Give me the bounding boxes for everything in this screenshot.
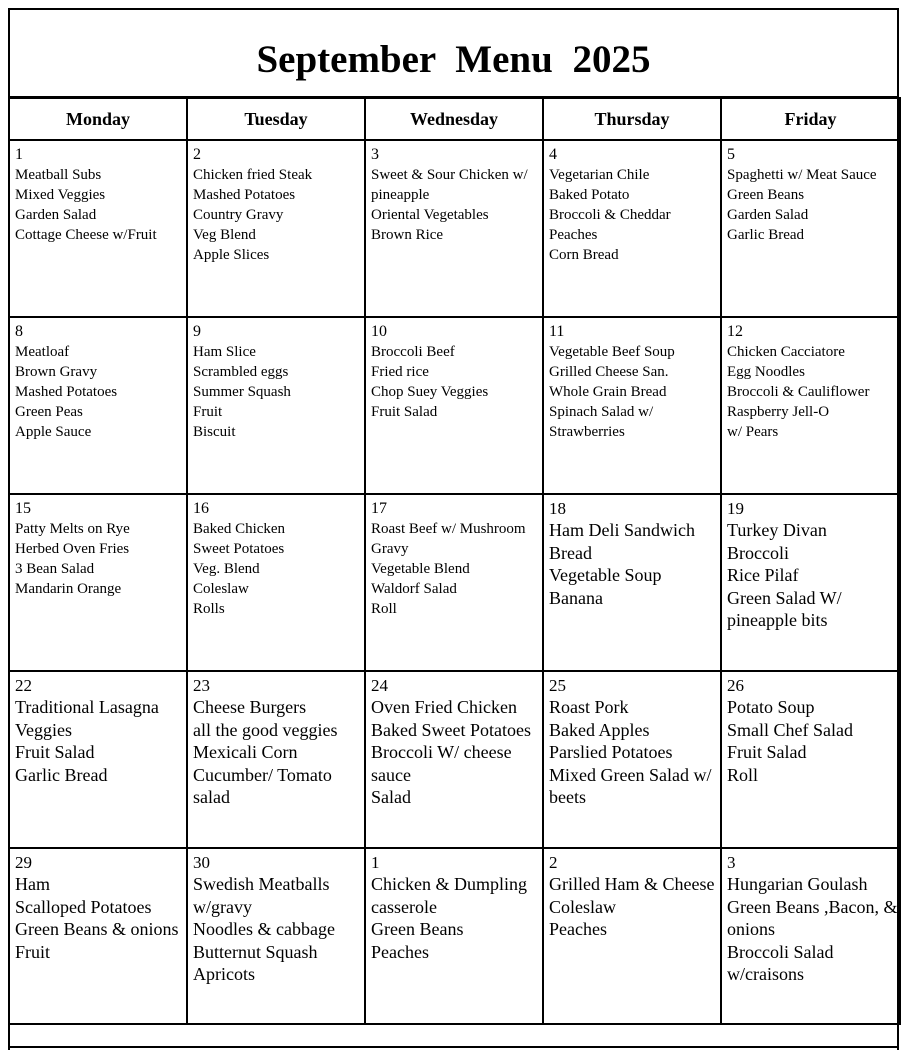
menu-item: Corn Bread — [549, 247, 619, 263]
menu-item: Broccoli Salad w/craisons — [727, 941, 834, 984]
day-cell — [365, 494, 543, 671]
menu-item: Green Salad W/ pineapple bits — [727, 587, 842, 630]
week-row — [9, 317, 900, 494]
menu-items — [193, 696, 364, 809]
page-title: September Menu 2025 — [256, 38, 651, 81]
menu-item: Summer Squash — [193, 384, 291, 400]
day-cell — [721, 494, 900, 671]
day-number: 3 — [371, 146, 379, 163]
menu-items — [371, 165, 542, 245]
menu-item: Garlic Bread — [15, 764, 108, 785]
menu-item: Oriental Vegetables — [371, 207, 489, 223]
menu-items — [549, 519, 720, 609]
menu-item: Swedish Meatballs w/gravy — [193, 874, 330, 917]
menu-item: Vegetarian Chile — [549, 167, 650, 183]
menu-item: Vegetable Soup — [549, 565, 662, 585]
menu-items — [15, 342, 186, 442]
menu-item: Mixed Veggies — [15, 187, 106, 203]
header-monday: Monday — [9, 98, 187, 140]
menu-item: Cheese Burgers — [193, 697, 307, 717]
menu-item: Grilled Ham & Cheese — [549, 874, 715, 894]
menu-item: Baked Potato — [549, 187, 630, 203]
day-cell — [365, 317, 543, 494]
menu-items — [193, 342, 364, 442]
menu-item: Green Beans & onions — [15, 919, 179, 939]
menu-items — [15, 696, 186, 786]
menu-item: Green Beans — [371, 919, 464, 939]
day-number: 8 — [15, 323, 23, 340]
menu-item: Egg Noodles — [727, 364, 805, 380]
menu-items — [549, 342, 720, 442]
menu-item: Apple Sauce — [15, 424, 92, 440]
menu-items — [371, 519, 542, 619]
bottom-strip — [8, 1020, 899, 1050]
menu-item: Herbed Oven Fries — [15, 541, 130, 557]
menu-item: Roll — [371, 601, 397, 617]
menu-item: Waldorf Salad — [371, 581, 457, 597]
menu-item: Garlic Bread — [727, 227, 805, 243]
day-cell — [187, 494, 365, 671]
menu-item: Fruit Salad — [371, 404, 438, 420]
menu-item: Roast Beef w/ Mushroom Gravy — [371, 521, 526, 557]
menu-item: Coleslaw — [193, 581, 249, 597]
menu-item: Oven Fried Chicken — [371, 697, 517, 717]
menu-item: Vegetable Beef Soup — [549, 344, 675, 360]
weekday-header-row — [9, 98, 900, 140]
menu-calendar — [8, 97, 901, 1025]
menu-item: Hungarian Goulash — [727, 874, 868, 894]
menu-items — [15, 165, 186, 245]
menu-item: Green Beans ,Bacon, & onions — [727, 896, 898, 939]
menu-items — [371, 342, 542, 422]
menu-item: Baked Apples — [549, 719, 650, 740]
menu-item: Broccoli & Cheddar — [549, 207, 671, 223]
menu-item: Chicken & Dumpling casserole — [371, 874, 527, 917]
menu-item: Traditional Lasagna — [15, 697, 159, 717]
menu-item: Cucumber/ Tomato salad — [193, 764, 332, 807]
day-number: 24 — [371, 676, 388, 695]
menu-item: Rolls — [193, 601, 225, 617]
menu-item: Mashed Potatoes — [193, 187, 296, 203]
day-cell — [721, 317, 900, 494]
day-number: 11 — [549, 323, 565, 340]
menu-item: Apple Slices — [193, 247, 270, 263]
menu-item: Country Gravy — [193, 207, 284, 223]
day-cell — [9, 494, 187, 671]
menu-item: Butternut Squash — [193, 941, 318, 962]
day-number: 17 — [371, 500, 387, 517]
day-number: 9 — [193, 323, 201, 340]
menu-item: Baked Chicken — [193, 521, 286, 537]
day-cell — [187, 317, 365, 494]
menu-item: Chop Suey Veggies — [371, 384, 489, 400]
menu-item: Biscuit — [193, 424, 236, 440]
day-cell — [721, 848, 900, 1024]
menu-items — [549, 696, 720, 809]
menu-item: Peaches — [549, 919, 607, 939]
menu-item: all the good veggies — [193, 719, 338, 740]
menu-item: Scalloped Potatoes — [15, 896, 152, 917]
day-number: 2 — [193, 146, 201, 163]
menu-item: Meatloaf — [15, 344, 70, 360]
title-bar — [8, 8, 899, 98]
menu-items — [371, 696, 542, 809]
menu-items — [15, 519, 186, 599]
day-cell — [187, 848, 365, 1024]
day-number: 1 — [371, 853, 380, 872]
menu-item: Peaches — [549, 227, 598, 243]
menu-item: Bread — [549, 542, 592, 563]
day-cell — [9, 317, 187, 494]
day-cell — [543, 848, 721, 1024]
menu-item: Banana — [549, 587, 603, 608]
header-thursday: Thursday — [543, 98, 721, 140]
menu-item: Spinach Salad w/ Strawberries — [549, 404, 654, 440]
menu-item: Sweet & Sour Chicken w/ pineapple — [371, 167, 528, 203]
menu-item: Fried rice — [371, 364, 429, 380]
menu-item: Fruit Salad — [15, 742, 95, 762]
menu-items — [727, 696, 899, 786]
day-cell — [9, 848, 187, 1024]
menu-item: Roll — [727, 764, 759, 785]
menu-item: Veg. Blend — [193, 561, 260, 577]
menu-items — [193, 165, 364, 265]
day-cell — [9, 140, 187, 317]
menu-item: Noodles & cabbage — [193, 919, 335, 939]
menu-item: Veg Blend — [193, 227, 256, 243]
menu-item: w/ Pears — [727, 424, 779, 440]
day-number: 5 — [727, 146, 735, 163]
menu-item: Chicken fried Steak — [193, 167, 313, 183]
day-cell — [721, 140, 900, 317]
menu-item: Cottage Cheese w/Fruit — [15, 227, 157, 243]
day-number: 19 — [727, 499, 744, 518]
menu-item: Meatball Subs — [15, 167, 102, 183]
menu-item: Mandarin Orange — [15, 581, 122, 597]
menu-items — [193, 873, 364, 986]
day-cell — [543, 317, 721, 494]
week-row — [9, 671, 900, 848]
menu-item: Brown Rice — [371, 227, 444, 243]
menu-items — [727, 165, 899, 245]
menu-item: Ham Deli Sandwich — [549, 520, 695, 540]
day-number: 22 — [15, 676, 32, 695]
menu-item: Raspberry Jell-O — [727, 404, 830, 420]
header-wednesday: Wednesday — [365, 98, 543, 140]
menu-item: Grilled Cheese San. — [549, 364, 669, 380]
day-number: 29 — [15, 853, 32, 872]
day-number: 4 — [549, 146, 557, 163]
menu-item: Vegetable Blend — [371, 561, 470, 577]
day-number: 26 — [727, 676, 744, 695]
day-number: 10 — [371, 323, 387, 340]
day-cell — [543, 140, 721, 317]
menu-weeks — [9, 140, 900, 1024]
menu-item: Turkey Divan — [727, 520, 827, 540]
day-cell — [9, 671, 187, 848]
menu-item: Salad — [371, 787, 411, 807]
menu-item: Patty Melts on Rye — [15, 521, 130, 537]
menu-items — [727, 342, 899, 442]
menu-item: Baked Sweet Potatoes — [371, 719, 531, 740]
menu-item: Garden Salad — [15, 207, 97, 223]
week-row — [9, 140, 900, 317]
menu-item: Green Beans — [727, 187, 805, 203]
menu-item: Mexicali Corn — [193, 742, 298, 762]
day-cell — [365, 671, 543, 848]
header-tuesday: Tuesday — [187, 98, 365, 140]
day-cell — [187, 140, 365, 317]
day-number: 18 — [549, 499, 566, 518]
day-number: 12 — [727, 323, 743, 340]
menu-item: Broccoli W/ cheese sauce — [371, 742, 512, 785]
menu-item: Green Peas — [15, 404, 83, 420]
day-cell — [543, 494, 721, 671]
menu-item: Parslied Potatoes — [549, 742, 673, 762]
menu-items — [549, 165, 720, 265]
header-friday: Friday — [721, 98, 900, 140]
menu-item: Roast Pork — [549, 697, 629, 717]
menu-item: 3 Bean Salad — [15, 561, 95, 577]
day-number: 15 — [15, 500, 31, 517]
day-number: 30 — [193, 853, 210, 872]
menu-item: Fruit — [193, 404, 223, 420]
menu-item: Ham — [15, 874, 50, 894]
day-cell — [721, 671, 900, 848]
menu-item: Spaghetti w/ Meat Sauce — [727, 167, 877, 183]
week-row — [9, 494, 900, 671]
menu-item: Scrambled eggs — [193, 364, 289, 380]
menu-items — [193, 519, 364, 619]
menu-items — [371, 873, 542, 963]
menu-item: Sweet Potatoes — [193, 541, 285, 557]
menu-item: Apricots — [193, 964, 255, 984]
day-number: 1 — [15, 146, 23, 163]
week-row — [9, 848, 900, 1024]
menu-item: Broccoli Beef — [371, 344, 455, 360]
day-cell — [543, 671, 721, 848]
menu-item: Broccoli — [727, 542, 789, 563]
menu-item: Brown Gravy — [15, 364, 98, 380]
menu-item: Peaches — [371, 941, 429, 962]
day-number: 3 — [727, 853, 736, 872]
menu-item: Potato Soup — [727, 697, 815, 717]
menu-item: Rice Pilaf — [727, 565, 799, 585]
day-cell — [365, 848, 543, 1024]
menu-item: Fruit — [15, 941, 51, 962]
day-cell — [187, 671, 365, 848]
day-number: 16 — [193, 500, 209, 517]
day-number: 2 — [549, 853, 558, 872]
day-number: 23 — [193, 676, 210, 695]
menu-item: Veggies — [15, 719, 72, 740]
menu-item: Chicken Cacciatore — [727, 344, 845, 360]
menu-items — [15, 873, 186, 963]
menu-items — [727, 519, 899, 632]
menu-item: Small Chef Salad — [727, 719, 853, 740]
menu-item: Garden Salad — [727, 207, 809, 223]
menu-item: Broccoli & Cauliflower — [727, 384, 870, 400]
menu-item: Mixed Green Salad w/ beets — [549, 764, 712, 807]
menu-item: Fruit Salad — [727, 742, 807, 762]
menu-items — [549, 873, 720, 941]
day-cell — [365, 140, 543, 317]
menu-item: Whole Grain Bread — [549, 384, 667, 400]
menu-items — [727, 873, 899, 986]
day-number: 25 — [549, 676, 566, 695]
menu-item: Coleslaw — [549, 896, 616, 917]
menu-item: Ham Slice — [193, 344, 256, 360]
menu-item: Mashed Potatoes — [15, 384, 118, 400]
